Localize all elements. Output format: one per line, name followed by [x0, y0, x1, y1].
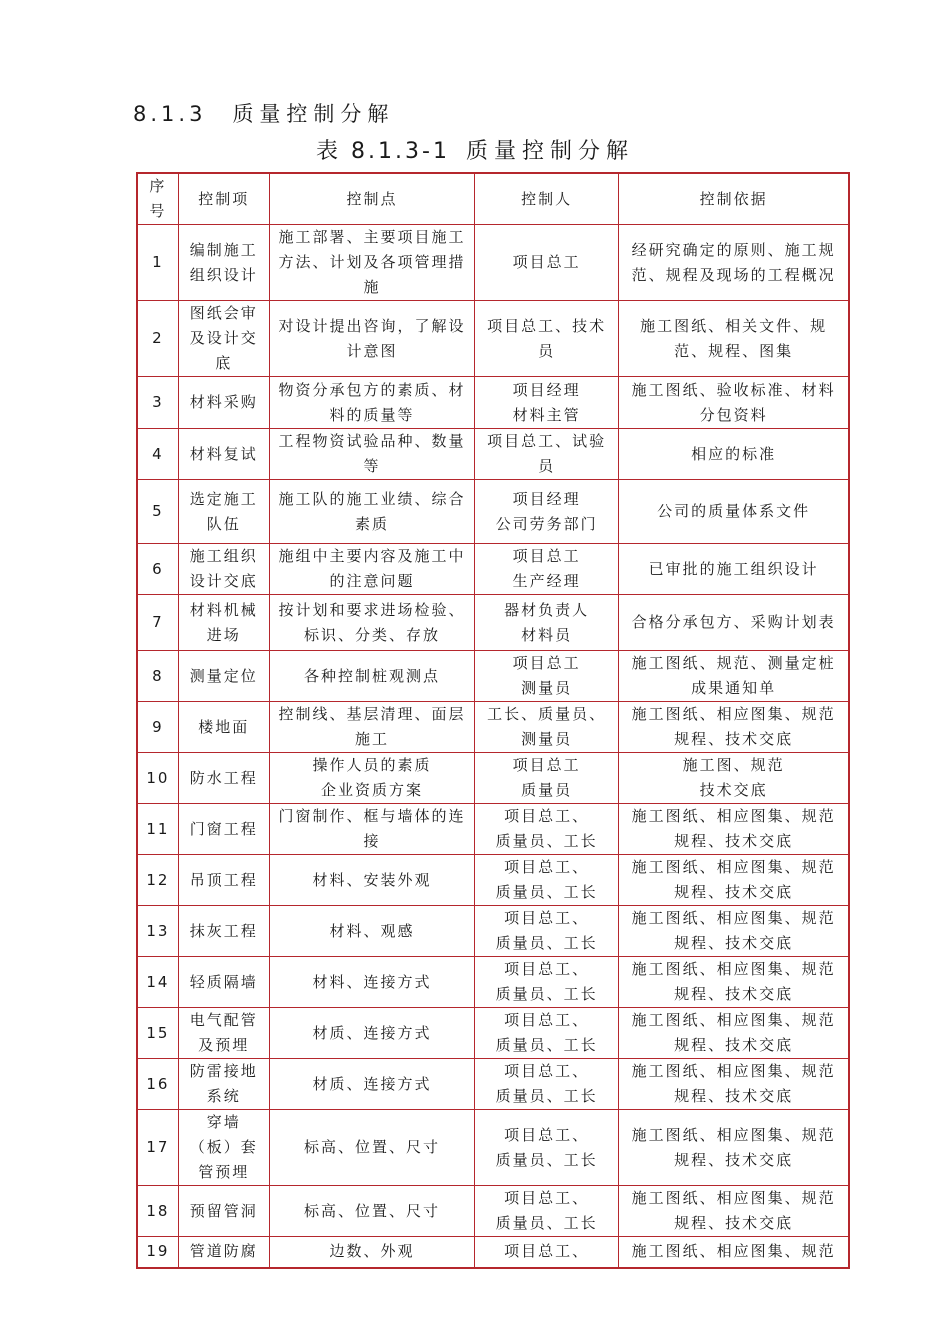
control-basis: 已审批的施工组织设计: [619, 544, 849, 595]
table-row: [137, 595, 849, 651]
row-number: 11: [137, 804, 178, 855]
row-number: 5: [137, 480, 178, 544]
row-number: 15: [137, 1008, 178, 1059]
control-basis: 施工图、规范 技术交底: [619, 753, 849, 804]
header-point: 控制点: [269, 173, 474, 225]
control-point: 控制线、基层清理、面层施工: [269, 702, 474, 753]
control-item: 防水工程: [178, 753, 269, 804]
control-item: 吊顶工程: [178, 855, 269, 906]
control-person: 项目总工、 质量员、工长: [475, 1059, 619, 1110]
table-row: [137, 429, 849, 480]
row-number: 1: [137, 225, 178, 301]
control-person: 项目总工、试验员: [475, 429, 619, 480]
control-item: 测量定位: [178, 651, 269, 702]
table-row: [137, 480, 849, 544]
control-point: 施组中主要内容及施工中的注意问题: [269, 544, 474, 595]
control-person: 工长、质量员、测量员: [475, 702, 619, 753]
control-point: 工程物资试验品种、数量等: [269, 429, 474, 480]
control-point: 材质、连接方式: [269, 1059, 474, 1110]
control-basis: 相应的标准: [619, 429, 849, 480]
header-no: 序号: [137, 173, 178, 225]
control-item: 管道防腐: [178, 1237, 269, 1268]
table-row: [137, 301, 849, 377]
row-number: 7: [137, 595, 178, 651]
control-point: 门窗制作、框与墙体的连接: [269, 804, 474, 855]
control-basis: 施工图纸、相应图集、规范规程、技术交底: [619, 1008, 849, 1059]
control-person: 项目总工 质量员: [475, 753, 619, 804]
row-number: 19: [137, 1237, 178, 1268]
table-row: [137, 753, 849, 804]
row-number: 6: [137, 544, 178, 595]
row-number: 13: [137, 906, 178, 957]
control-item: 防雷接地系统: [178, 1059, 269, 1110]
control-basis: 公司的质量体系文件: [619, 480, 849, 544]
control-person: 器材负责人 材料员: [475, 595, 619, 651]
control-basis: 合格分承包方、采购计划表: [619, 595, 849, 651]
row-number: 2: [137, 301, 178, 377]
control-person: 项目总工、: [475, 1237, 619, 1268]
control-basis: 施工图纸、相应图集、规范规程、技术交底: [619, 1186, 849, 1237]
table-caption-title: 质量控制分解: [465, 139, 634, 164]
row-number: 18: [137, 1186, 178, 1237]
control-point: 材料、安装外观: [269, 855, 474, 906]
control-basis: 施工图纸、规范、测量定桩成果通知单: [619, 651, 849, 702]
row-number: 9: [137, 702, 178, 753]
control-item: 图纸会审及设计交底: [178, 301, 269, 377]
control-basis: 施工图纸、相应图集、规范: [619, 1237, 849, 1268]
control-basis: 施工图纸、相应图集、规范规程、技术交底: [619, 906, 849, 957]
control-point: 对设计提出咨询，了解设计意图: [269, 301, 474, 377]
control-point: 物资分承包方的素质、材料的质量等: [269, 377, 474, 429]
table-header-row: [137, 173, 849, 225]
control-person: 项目总工、 质量员、工长: [475, 957, 619, 1008]
control-person: 项目总工、 质量员、工长: [475, 906, 619, 957]
row-number: 8: [137, 651, 178, 702]
control-basis: 经研究确定的原则、施工规范、规程及现场的工程概况: [619, 225, 849, 301]
control-point: 施工队的施工业绩、综合素质: [269, 480, 474, 544]
section-heading: [133, 98, 394, 128]
control-basis: 施工图纸、相应图集、规范规程、技术交底: [619, 855, 849, 906]
control-item: 楼地面: [178, 702, 269, 753]
table-row: [137, 1008, 849, 1059]
control-item: 穿墙 （板）套管预埋: [178, 1110, 269, 1186]
control-person: 项目总工、 质量员、工长: [475, 1110, 619, 1186]
header-item: 控制项: [178, 173, 269, 225]
row-number: 4: [137, 429, 178, 480]
control-person: 项目总工 测量员: [475, 651, 619, 702]
control-point: 操作人员的素质 企业资质方案: [269, 753, 474, 804]
control-item: 轻质隔墙: [178, 957, 269, 1008]
table-row: [137, 906, 849, 957]
section-title: 质量控制分解: [232, 102, 395, 126]
control-item: 材料机械进场: [178, 595, 269, 651]
table-row: [137, 804, 849, 855]
control-item: 材料采购: [178, 377, 269, 429]
control-point: 材料、连接方式: [269, 957, 474, 1008]
control-point: 材质、连接方式: [269, 1008, 474, 1059]
row-number: 16: [137, 1059, 178, 1110]
control-basis: 施工图纸、相应图集、规范规程、技术交底: [619, 804, 849, 855]
table-row: [137, 702, 849, 753]
control-item: 抹灰工程: [178, 906, 269, 957]
control-person: 项目总工: [475, 225, 619, 301]
table-row: [137, 855, 849, 906]
control-basis: 施工图纸、验收标准、材料分包资料: [619, 377, 849, 429]
control-item: 门窗工程: [178, 804, 269, 855]
control-person: 项目总工、 质量员、工长: [475, 1186, 619, 1237]
control-point: 施工部署、主要项目施工方法、计划及各项管理措施: [269, 225, 474, 301]
table-row: [137, 377, 849, 429]
table-row: [137, 544, 849, 595]
table-row: [137, 651, 849, 702]
row-number: 3: [137, 377, 178, 429]
table-caption-number: 表 8.1.3-1: [316, 139, 450, 164]
control-point: 边数、外观: [269, 1237, 474, 1268]
table-row: [137, 225, 849, 301]
control-item: 施工组织设计交底: [178, 544, 269, 595]
table-row: [137, 1237, 849, 1268]
control-basis: 施工图纸、相关文件、规范、规程、图集: [619, 301, 849, 377]
table-caption: [0, 134, 950, 165]
control-person: 项目总工、 质量员、工长: [475, 855, 619, 906]
row-number: 10: [137, 753, 178, 804]
table-row: [137, 1110, 849, 1186]
control-basis: 施工图纸、相应图集、规范规程、技术交底: [619, 702, 849, 753]
control-basis: 施工图纸、相应图集、规范规程、技术交底: [619, 1059, 849, 1110]
control-basis: 施工图纸、相应图集、规范规程、技术交底: [619, 957, 849, 1008]
control-item: 电气配管及预埋: [178, 1008, 269, 1059]
section-number: 8.1.3: [133, 102, 207, 126]
control-point: 各种控制桩观测点: [269, 651, 474, 702]
control-point: 标高、位置、尺寸: [269, 1186, 474, 1237]
control-person: 项目经理 公司劳务部门: [475, 480, 619, 544]
control-point: 材料、观感: [269, 906, 474, 957]
header-person: 控制人: [475, 173, 619, 225]
control-person: 项目总工、 质量员、工长: [475, 1008, 619, 1059]
control-point: 标高、位置、尺寸: [269, 1110, 474, 1186]
control-item: 编制施工组织设计: [178, 225, 269, 301]
table-row: [137, 1186, 849, 1237]
table-body: [137, 225, 849, 1268]
control-basis: 施工图纸、相应图集、规范规程、技术交底: [619, 1110, 849, 1186]
table-row: [137, 1059, 849, 1110]
row-number: 12: [137, 855, 178, 906]
control-person: 项目总工 生产经理: [475, 544, 619, 595]
control-person: 项目总工、 质量员、工长: [475, 804, 619, 855]
quality-control-table: [136, 172, 850, 1269]
control-item: 预留管洞: [178, 1186, 269, 1237]
control-point: 按计划和要求进场检验、标识、分类、存放: [269, 595, 474, 651]
table-row: [137, 957, 849, 1008]
control-item: 材料复试: [178, 429, 269, 480]
control-person: 项目总工、技术员: [475, 301, 619, 377]
row-number: 14: [137, 957, 178, 1008]
control-person: 项目经理 材料主管: [475, 377, 619, 429]
header-basis: 控制依据: [619, 173, 849, 225]
control-item: 选定施工队伍: [178, 480, 269, 544]
row-number: 17: [137, 1110, 178, 1186]
